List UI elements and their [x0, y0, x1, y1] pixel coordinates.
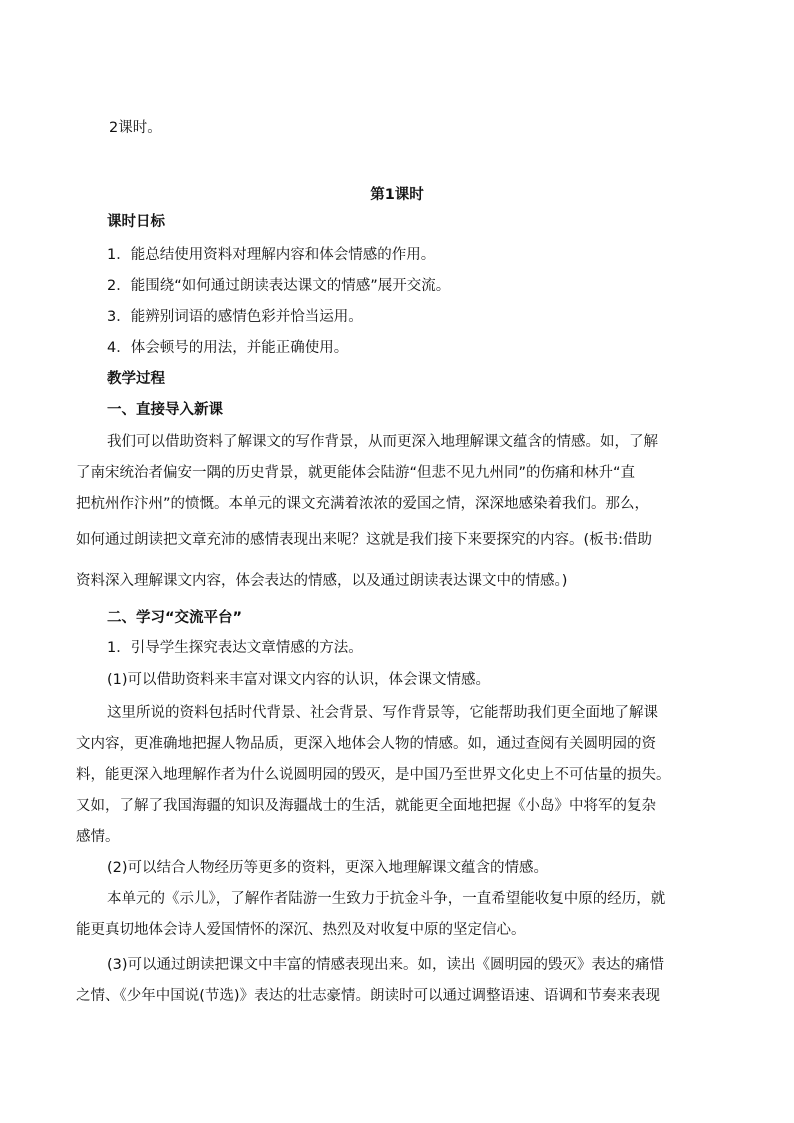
objectives-heading: 课时日标 [107, 214, 165, 230]
point1-line: 文内容，更准确地把握人物品质，更深入地体会人物的情感。如，通过查阅有关圆明园的资 [76, 736, 656, 752]
point3-line: 之情、《少年中国说(节选)》表达的壮志豪情。朗读时可以通过调整语速、语调和节奏来表现 [76, 988, 661, 1004]
point1-line: 料，能更深入地理解作者为什么说圆明园的毁灭，是中国乃至世界文化史上不可估量的损失。 [76, 767, 671, 783]
section2-item: 1．引导学生探究表达文章情感的方法。 [107, 640, 363, 656]
objective-item: 4．体会顿号的用法，并能正确使用。 [107, 340, 349, 356]
point2-line: 能更真切地体会诗人爱国情怀的深沉、热烈及对收复中原的坚定信心。 [76, 922, 526, 938]
point1-heading: (1)可以借助资料来丰富对课文内容的认识，体会课文情感。 [107, 672, 491, 688]
objective-item: 1．能总结使用资料对理解内容和体会情感的作用。 [107, 247, 436, 263]
point1-line: 又如，了解了我国海疆的知识及海疆战士的生活，就能更全面地把握《小岛》中将军的复杂 [76, 798, 656, 814]
process-heading: 教学过程 [107, 371, 165, 387]
point1-line: 感情。 [76, 829, 120, 845]
intro-line: 2课时。 [109, 120, 162, 136]
point1-line: 这里所说的资料包括时代背景、社会背景、写作背景等，它能帮助我们更全面地了解课 [107, 705, 658, 721]
point2-heading: (2)可以结合人物经历等更多的资料，更深入地理解课文蕴含的情感。 [107, 860, 549, 876]
section2-heading: 二、学习“交流平台” [107, 610, 243, 626]
lesson-title: 第1课时 [370, 187, 424, 203]
section1-line: 资料深入理解课文内容，体会表达的情感，以及通过朗读表达课文中的情感。) [76, 573, 568, 589]
point3-line: (3)可以通过朗读把课文中丰富的情感表现出来。如，读出《圆明园的毁灭》表达的痛惜 [107, 957, 665, 973]
point2-line: 本单元的《示儿》，了解作者陆游一生致力于抗金斗争，一直希望能收复中原的经历，就 [107, 891, 666, 907]
objective-item: 3．能辨别词语的感情色彩并恰当运用。 [107, 309, 363, 325]
section1-line: 如何通过朗读把文章充沛的感情表现出来呢？这就是我们接下来要探究的内容。(板书:借助 [76, 532, 653, 548]
section1-heading: 一、直接导入新课 [107, 402, 223, 418]
section1-line: 把杭州作汴州”的愤慨。本单元的课文充满着浓浓的爱国之情，深深地感染着我们。那么， [76, 496, 650, 512]
objective-item: 2．能围绕“如何通过朗读表达课文的情感”展开交流。 [107, 278, 451, 294]
section1-line: 我们可以借助资料了解课文的写作背景，从而更深入地理解课文蕴含的情感。如，了解 [107, 434, 658, 450]
section1-line: 了南宋统治者偏安一隅的历史背景，就更能体会陆游“但悲不见九州同”的伤痛和林升“直 [76, 465, 636, 481]
